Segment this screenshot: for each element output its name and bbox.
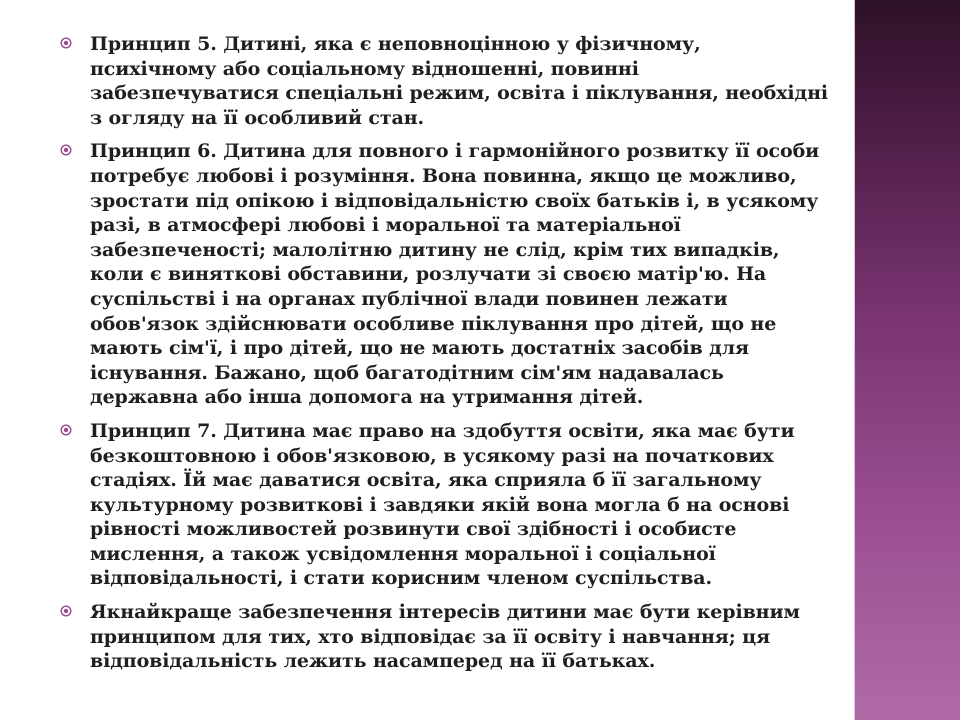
bullet-text: Принцип 7. Дитина має право на здобуття освіти, яка має бути безкоштовною і обов'язковою, в усякому разі на початкових стадіях. Їй має даватися освіта, яка сприяла б її загальному культурному розвиткові і завдяки якій вона могла б на основі рівності можливостей розвинути свої здібності і особисте мислення, а також усвідомлення моральної і соціальної відповідальності, і стати корисним членом суспільства. [90,419,795,590]
circle-bullet-icon [60,605,72,617]
bullet-item-best-interests [60,600,830,674]
bullet-item-principle-7 [60,419,830,591]
circle-bullet-icon [60,144,72,156]
decorative-side-band [855,0,960,720]
circle-bullet-icon [60,37,72,49]
bullet-list [60,32,830,683]
bullet-text: Принцип 5. Дитині, яка є неповноцінною у фізичному, психічному або соціальному відношенні, повинні забезпечуватися спеціальні режим, освіта і піклування, необхідні з огляду на її особливий стан. [90,33,828,129]
bullet-text: Принцип 6. Дитина для повного і гармонійного розвитку її особи потребує любові і розуміння. Вона повинна, якщо це можливо, зростати під опікою і відповідальністю своїх батьків і, в усякому разі, в атмосфері любові і моральної та матеріальної забезпеченості; малолітню дитину не слід, крім тих випадків, коли є виняткові обставини, розлучати зі своєю матір'ю. На суспільстві і на органах публічної влади повинен лежати обов'язок здійснювати особливе піклування про дітей, що не мають сім'ї, і про дітей, що не мають достатніх засобів для існування. Бажано, щоб багатодітним сім'ям надавалась державна або інша допомога на утримання дітей. [90,140,820,409]
bullet-text: Якнайкраще забезпечення інтересів дитини має бути керівним принципом для тих, хто відповідає за її освіту і навчання; ця відповідальність лежить насамперед на її батьках. [90,601,800,673]
bullet-item-principle-5 [60,32,830,130]
circle-bullet-icon [60,424,72,436]
bullet-item-principle-6 [60,139,830,410]
